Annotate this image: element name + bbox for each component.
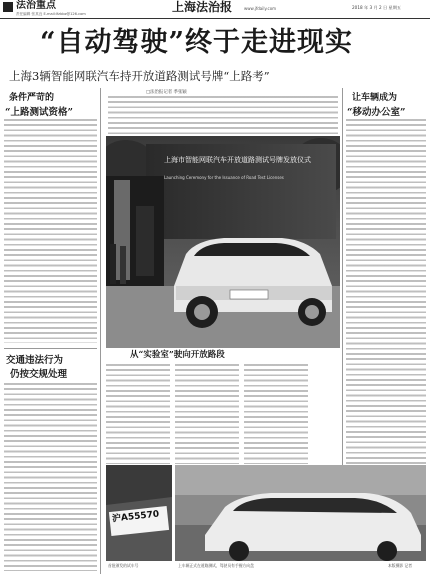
center-mid-heading: 从“实验室”驶向开放路段: [130, 350, 225, 360]
license-plate-text: 沪A55570: [111, 509, 160, 525]
left-kicker: 条件严苛的: [9, 93, 55, 103]
center-body-col1: [106, 364, 170, 464]
center-body-col3: [244, 364, 308, 464]
right-heading: “移动办公室”: [347, 107, 406, 118]
ceremony-banner-subtitle: Launching Ceremony for the Issuance of Road Test Licenses: [164, 175, 284, 180]
road-test-photo: [175, 465, 426, 561]
masthead: 上海法治报: [172, 0, 233, 14]
left-section2-text: [4, 383, 97, 571]
issue-date: 2018 年 3 月 2 日 星期五: [352, 5, 402, 10]
left-section2-heading-1: 交通违法行为: [6, 355, 64, 366]
center-body-col2: [175, 364, 239, 464]
section-icon: [3, 2, 13, 12]
main-photo: [106, 136, 340, 348]
left-body-text: [4, 119, 97, 343]
ceremony-banner-title: 上海市智能网联汽车开放道路测试号牌发放仪式: [164, 156, 311, 164]
masthead-domain: www.jfdaily.com: [244, 6, 277, 11]
main-headline: “自动驾驶”终于走进现实: [40, 27, 354, 58]
road-test-scene: [175, 465, 426, 561]
headline-subtitle: 上海3辆智能网联汽车持开放道路测试号牌“上路考”: [9, 69, 270, 83]
photo-credit: 本版摄影 记者: [388, 563, 412, 568]
column-divider-left: [100, 88, 101, 574]
caption-left: 首批颁发的试车号: [108, 563, 139, 568]
left-section-divider: [4, 348, 97, 349]
section-label: 法治重点: [16, 0, 56, 11]
plate-photo: [106, 465, 172, 561]
caption-right: 上车辆正式在道路测试，驾驶员有手握方向盘: [178, 563, 254, 568]
header-rule: [0, 18, 430, 19]
left-heading: “上路测试资格”: [5, 107, 73, 118]
main-photo-scene: [106, 136, 340, 348]
editor-line: 责任编辑 张其良 E-mail:lfzbbz@126.com: [16, 12, 86, 16]
lead-text: [108, 96, 338, 134]
byline: □法治报记者 季张颖: [146, 90, 187, 95]
left-section2-heading-2: 仍按交规处理: [10, 369, 68, 380]
column-divider-right: [342, 88, 343, 468]
right-kicker: 让车辆成为: [352, 93, 398, 103]
right-body-text: [346, 119, 426, 464]
page-header: [0, 0, 430, 18]
